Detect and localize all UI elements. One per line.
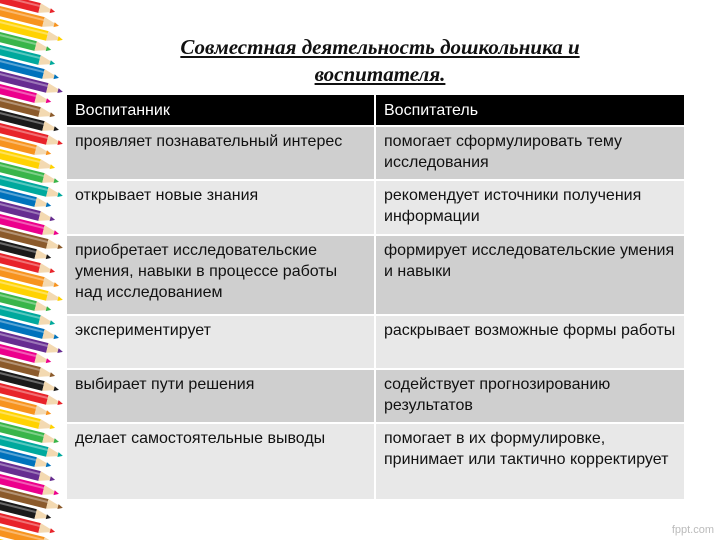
table-row	[67, 127, 684, 181]
pupil-cell: проявляет познавательный интерес	[67, 127, 374, 181]
pupil-cell: открывает новые знания	[67, 181, 374, 236]
teacher-cell: помогает сформулировать тему исследования	[374, 127, 684, 181]
pupil-cell: делает самостоятельные выводы	[67, 424, 374, 501]
teacher-cell: помогает в их формулировке, принимает или тактично корректирует	[374, 424, 684, 501]
teacher-cell: формирует исследовательские умения и навыки	[374, 236, 684, 316]
table-row	[67, 424, 684, 501]
pupil-cell: выбирает пути решения	[67, 370, 374, 424]
header-teacher: Воспитатель	[374, 95, 684, 127]
table-row	[67, 370, 684, 424]
table-row	[67, 181, 684, 236]
pupil-cell: приобретает исследовательские умения, навыки в процессе работы над исследованием	[67, 236, 374, 316]
pupil-cell: экспериментирует	[67, 316, 374, 370]
teacher-cell: рекомендует источники получения информации	[374, 181, 684, 236]
teacher-cell: раскрывает возможные формы работы	[374, 316, 684, 370]
table-row	[67, 236, 684, 316]
watermark: fppt.com	[671, 524, 714, 536]
header-pupil: Воспитанник	[67, 95, 374, 127]
slide-title: Совместная деятельность дошкольника и воспитателя.	[180, 35, 580, 86]
colored-pencils-decoration	[0, 0, 72, 540]
table-header-row	[67, 95, 684, 127]
comparison-table	[67, 95, 684, 501]
teacher-cell: содействует прогнозированию результатов	[374, 370, 684, 424]
table-row	[67, 316, 684, 370]
